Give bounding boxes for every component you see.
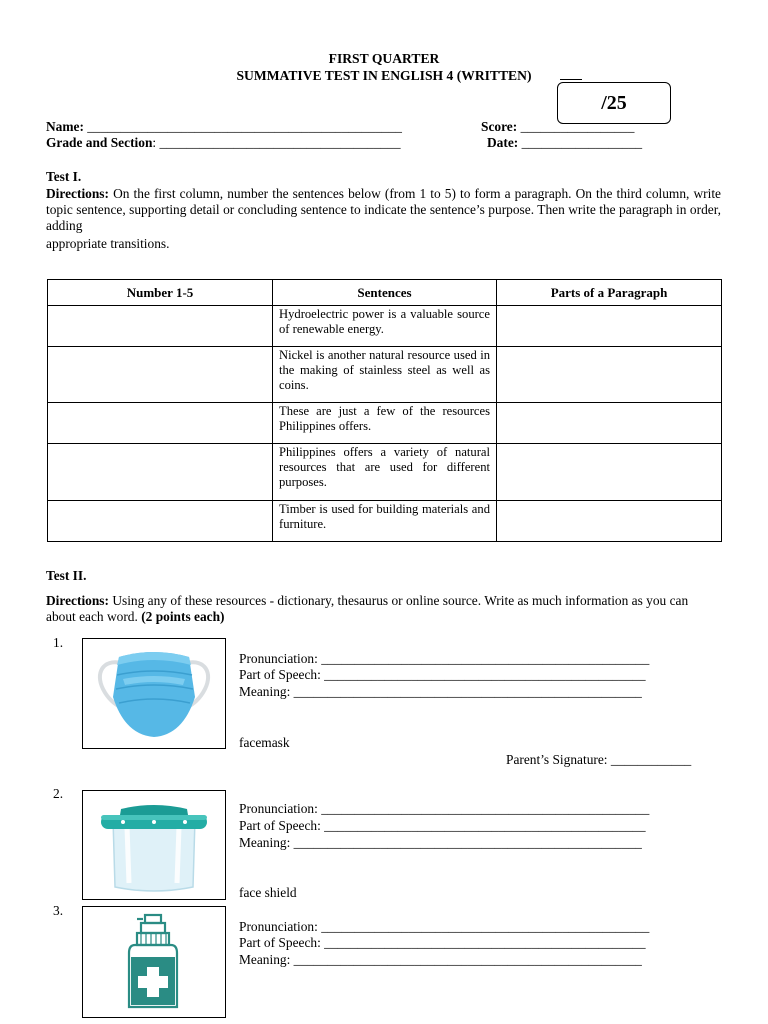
part-of-speech-field[interactable] <box>239 667 646 683</box>
date-row <box>487 135 642 151</box>
item-number: 2. <box>53 786 64 801</box>
grade-label: Grade and Section <box>46 135 153 150</box>
part-cell[interactable] <box>497 347 722 403</box>
grade-row <box>46 135 401 151</box>
number-cell[interactable] <box>48 347 273 403</box>
part-cell[interactable] <box>497 501 722 542</box>
name-label: Name: <box>46 119 84 134</box>
test1-directions-text: On the first column, number the sentences below (from 1 to 5) to form a paragraph. On the third column, write topic sentence, supporting detail or concluding sentence to indicate the sentence’s purpose. Then write the paragraph in order, adding <box>46 186 721 233</box>
pronunciation-line[interactable]: _________________________________________________ <box>321 801 650 816</box>
table-row <box>48 403 722 444</box>
table-header-row <box>48 280 722 306</box>
pronunciation-label: Pronunciation: <box>239 919 322 934</box>
facemask-icon <box>83 639 225 748</box>
face-shield-icon <box>83 791 225 899</box>
face-shield-image <box>82 790 226 900</box>
paragraph-table <box>47 279 722 542</box>
meaning-line[interactable]: ____________________________________________________ <box>293 835 642 850</box>
header-sentences: Sentences <box>273 280 497 306</box>
test1-directions-cont: appropriate transitions. <box>46 236 170 251</box>
sentence-cell: Nickel is another natural resource used in the making of stainless steel as well as coins. <box>273 347 497 403</box>
word-facemask: facemask <box>239 735 290 750</box>
pronunciation-field[interactable] <box>239 651 649 667</box>
pronunciation-field[interactable] <box>239 801 649 817</box>
pronunciation-label: Pronunciation: <box>239 801 322 816</box>
parent-signature <box>506 752 691 768</box>
score-line[interactable]: _________________ <box>520 119 635 134</box>
table-row <box>48 306 722 347</box>
score-total-box: /25 <box>557 82 671 124</box>
sanitizer-bottle-icon <box>83 907 225 1017</box>
header-parts: Parts of a Paragraph <box>497 280 722 306</box>
test1-directions-label: Directions: <box>46 186 109 201</box>
meaning-field[interactable] <box>239 835 642 851</box>
part-cell[interactable] <box>497 403 722 444</box>
score-box-rule <box>560 79 582 80</box>
part-of-speech-label: Part of Speech: <box>239 935 325 950</box>
number-cell[interactable] <box>48 306 273 347</box>
word-face-shield: face shield <box>239 885 297 900</box>
pronunciation-line[interactable]: _________________________________________________ <box>321 919 650 934</box>
score-row <box>481 119 634 135</box>
test2-directions <box>46 593 721 625</box>
signature-label: Parent’s Signature: <box>506 752 611 767</box>
part-of-speech-field[interactable] <box>239 818 646 834</box>
part-cell[interactable] <box>497 444 722 501</box>
signature-line[interactable]: ____________ <box>610 752 692 767</box>
meaning-label: Meaning: <box>239 684 294 699</box>
facemask-image <box>82 638 226 749</box>
grade-line[interactable]: ____________________________________ <box>159 135 401 150</box>
test2-heading: Test II. <box>46 568 87 583</box>
part-of-speech-label: Part of Speech: <box>239 667 325 682</box>
part-of-speech-label: Part of Speech: <box>239 818 325 833</box>
meaning-label: Meaning: <box>239 952 294 967</box>
item-number: 3. <box>53 903 64 918</box>
test2-directions-text: Using any of these resources - dictionary, thesaurus or online source. Write as much information as you can about each word. <box>46 593 689 624</box>
test2-points: (2 points each) <box>141 609 225 624</box>
meaning-line[interactable]: ____________________________________________________ <box>293 952 642 967</box>
sentence-cell: Timber is used for building materials and furniture. <box>273 501 497 542</box>
sanitizer-image <box>82 906 226 1018</box>
name-row <box>46 119 402 135</box>
date-label: Date: <box>487 135 519 150</box>
title-line-1: FIRST QUARTER <box>328 51 440 66</box>
sentence-cell: Philippines offers a variety of natural resources that are used for different purposes. <box>273 444 497 501</box>
test1-heading: Test I. <box>46 169 82 184</box>
item-number: 1. <box>53 635 64 650</box>
test2-directions-label: Directions: <box>46 593 109 608</box>
number-cell[interactable] <box>48 501 273 542</box>
number-cell[interactable] <box>48 444 273 501</box>
part-of-speech-line[interactable]: ________________________________________________ <box>324 935 646 950</box>
part-of-speech-line[interactable]: ________________________________________________ <box>324 667 646 682</box>
pronunciation-line[interactable]: _________________________________________________ <box>321 651 650 666</box>
part-cell[interactable] <box>497 306 722 347</box>
date-line[interactable]: __________________ <box>521 135 643 150</box>
table-row <box>48 347 722 403</box>
table-row <box>48 501 722 542</box>
test1-directions <box>46 186 721 234</box>
sentence-cell: These are just a few of the resources Philippines offers. <box>273 403 497 444</box>
number-cell[interactable] <box>48 403 273 444</box>
meaning-line[interactable]: ____________________________________________________ <box>293 684 642 699</box>
score-label: Score: <box>481 119 518 134</box>
title-line-2: SUMMATIVE TEST IN ENGLISH 4 (WRITTEN) <box>236 68 532 83</box>
part-of-speech-line[interactable]: ________________________________________________ <box>324 818 646 833</box>
meaning-field[interactable] <box>239 684 642 700</box>
part-of-speech-field[interactable] <box>239 935 646 951</box>
name-line[interactable]: _______________________________________________ <box>87 119 402 134</box>
meaning-field[interactable] <box>239 952 642 968</box>
meaning-label: Meaning: <box>239 835 294 850</box>
sentence-cell: Hydroelectric power is a valuable source of renewable energy. <box>273 306 497 347</box>
header-number: Number 1-5 <box>48 280 273 306</box>
table-row <box>48 444 722 501</box>
pronunciation-label: Pronunciation: <box>239 651 322 666</box>
grade-colon: : <box>152 135 157 150</box>
pronunciation-field[interactable] <box>239 919 649 935</box>
